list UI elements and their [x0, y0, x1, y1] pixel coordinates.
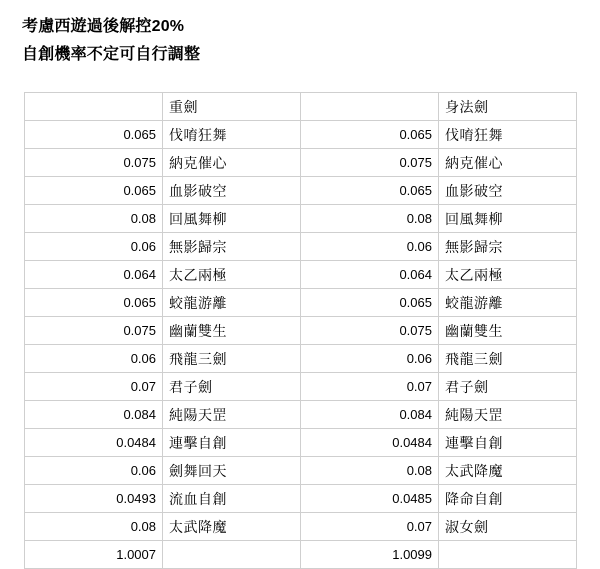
- cell-skill-right: 淑女劍: [439, 513, 577, 541]
- table-row: [25, 289, 577, 317]
- table-row: [25, 177, 577, 205]
- cell-skill-right: 降命自創: [439, 485, 577, 513]
- table-row: [25, 513, 577, 541]
- table-row: [25, 401, 577, 429]
- cell-value-left: 0.075: [25, 149, 163, 177]
- cell-value-left: 0.084: [25, 401, 163, 429]
- table-body: [25, 93, 577, 569]
- cell-skill-left: 君子劍: [163, 373, 301, 401]
- cell-value-left: 0.06: [25, 233, 163, 261]
- cell-skill-left: 飛龍三劍: [163, 345, 301, 373]
- cell-skill-left: 劍舞回天: [163, 457, 301, 485]
- skill-rate-table-wrapper: [24, 92, 576, 569]
- cell-value-left: 0.06: [25, 457, 163, 485]
- table-row: [25, 261, 577, 289]
- cell-skill-left: 純陽天罡: [163, 401, 301, 429]
- header-cell-blank-2: [301, 93, 439, 121]
- total-blank-left: [163, 541, 301, 569]
- cell-value-left: 0.075: [25, 317, 163, 345]
- cell-skill-left: 連擊自創: [163, 429, 301, 457]
- cell-value-right: 0.064: [301, 261, 439, 289]
- cell-value-right: 0.065: [301, 289, 439, 317]
- header-cell-heavy-sword: 重劍: [163, 93, 301, 121]
- cell-skill-right: 蛟龍游離: [439, 289, 577, 317]
- table-row: [25, 457, 577, 485]
- table-row: [25, 317, 577, 345]
- cell-skill-right: 太乙兩極: [439, 261, 577, 289]
- cell-skill-right: 血影破空: [439, 177, 577, 205]
- table-total-row: [25, 541, 577, 569]
- cell-value-right: 0.075: [301, 149, 439, 177]
- note-line-2: 自創機率不定可自行調整: [22, 46, 201, 63]
- cell-skill-right: 君子劍: [439, 373, 577, 401]
- cell-skill-right: 太武降魔: [439, 457, 577, 485]
- total-value-right: 1.0099: [301, 541, 439, 569]
- cell-value-left: 0.0484: [25, 429, 163, 457]
- total-value-left: 1.0007: [25, 541, 163, 569]
- cell-skill-left: 無影歸宗: [163, 233, 301, 261]
- cell-skill-right: 回風舞柳: [439, 205, 577, 233]
- cell-value-right: 0.06: [301, 233, 439, 261]
- total-blank-right: [439, 541, 577, 569]
- header-cell-blank-1: [25, 93, 163, 121]
- cell-value-right: 0.08: [301, 457, 439, 485]
- table-row: [25, 121, 577, 149]
- header-cell-body-method-sword: 身法劍: [439, 93, 577, 121]
- cell-value-left: 0.065: [25, 289, 163, 317]
- cell-skill-right: 伐唷狂舞: [439, 121, 577, 149]
- cell-value-right: 0.065: [301, 177, 439, 205]
- table-row: [25, 485, 577, 513]
- note-line-1: 考慮西遊過後解控20%: [22, 18, 185, 35]
- table-row: [25, 345, 577, 373]
- cell-value-left: 0.064: [25, 261, 163, 289]
- cell-value-left: 0.07: [25, 373, 163, 401]
- cell-value-right: 0.0485: [301, 485, 439, 513]
- table-row: [25, 205, 577, 233]
- cell-skill-left: 回風舞柳: [163, 205, 301, 233]
- cell-skill-right: 納克催心: [439, 149, 577, 177]
- cell-skill-right: 無影歸宗: [439, 233, 577, 261]
- cell-skill-left: 太乙兩極: [163, 261, 301, 289]
- cell-skill-right: 純陽天罡: [439, 401, 577, 429]
- cell-skill-right: 幽蘭雙生: [439, 317, 577, 345]
- cell-skill-left: 流血自創: [163, 485, 301, 513]
- cell-value-right: 0.07: [301, 513, 439, 541]
- table-row: [25, 373, 577, 401]
- cell-skill-right: 連擊自創: [439, 429, 577, 457]
- cell-value-left: 0.08: [25, 513, 163, 541]
- cell-skill-left: 血影破空: [163, 177, 301, 205]
- cell-skill-left: 太武降魔: [163, 513, 301, 541]
- cell-value-right: 0.08: [301, 205, 439, 233]
- cell-skill-left: 蛟龍游離: [163, 289, 301, 317]
- cell-value-right: 0.065: [301, 121, 439, 149]
- cell-value-right: 0.084: [301, 401, 439, 429]
- cell-value-left: 0.065: [25, 121, 163, 149]
- cell-value-right: 0.0484: [301, 429, 439, 457]
- table-row: [25, 233, 577, 261]
- cell-value-right: 0.075: [301, 317, 439, 345]
- cell-skill-left: 納克催心: [163, 149, 301, 177]
- cell-value-right: 0.07: [301, 373, 439, 401]
- cell-value-right: 0.06: [301, 345, 439, 373]
- cell-skill-right: 飛龍三劍: [439, 345, 577, 373]
- cell-value-left: 0.0493: [25, 485, 163, 513]
- table-row: [25, 149, 577, 177]
- cell-value-left: 0.06: [25, 345, 163, 373]
- cell-skill-left: 伐唷狂舞: [163, 121, 301, 149]
- cell-value-left: 0.065: [25, 177, 163, 205]
- cell-skill-left: 幽蘭雙生: [163, 317, 301, 345]
- table-header-row: [25, 93, 577, 121]
- cell-value-left: 0.08: [25, 205, 163, 233]
- skill-rate-table: [24, 92, 577, 569]
- table-row: [25, 429, 577, 457]
